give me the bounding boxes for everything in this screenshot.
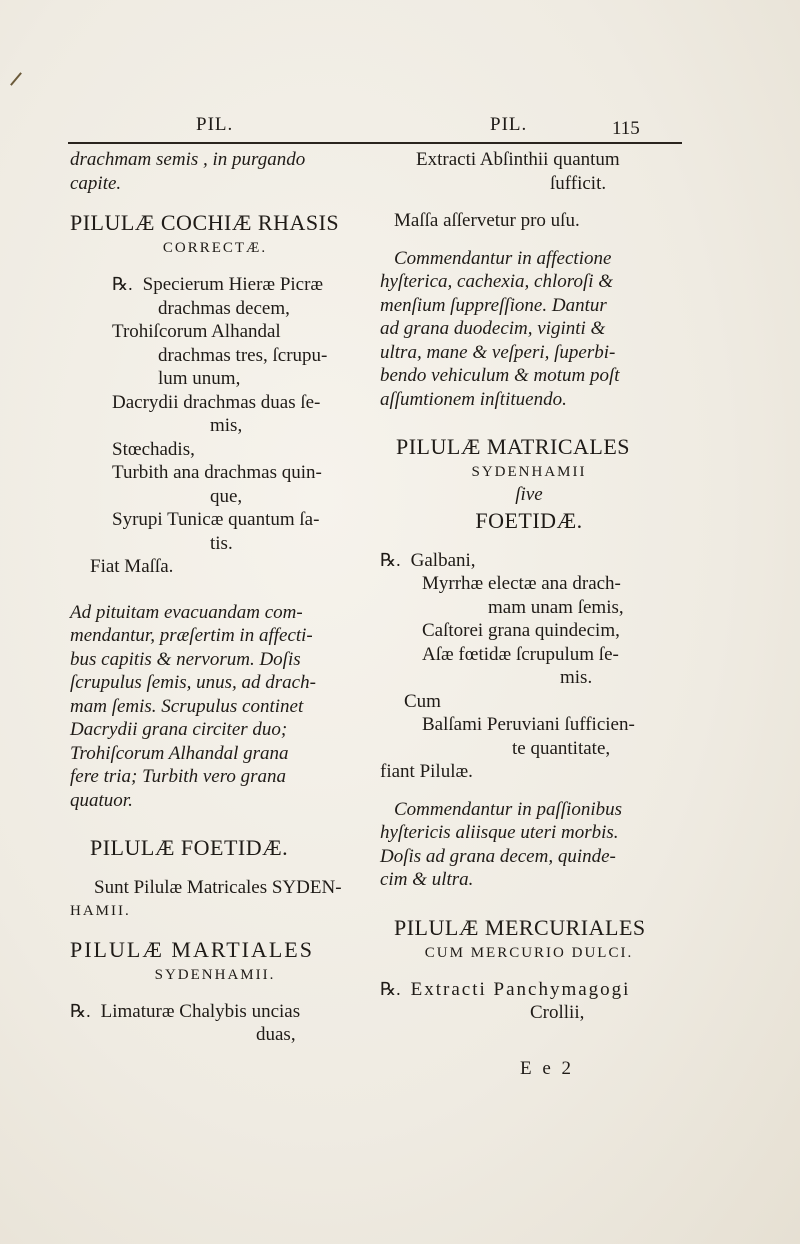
- text-line: Dacrydii grana circiter duo;: [70, 719, 288, 740]
- section-heading: PILULÆ FOETIDÆ.: [90, 835, 289, 860]
- page-number: 115: [612, 118, 640, 139]
- text-line: Extracti Panchymagogi: [410, 978, 631, 1000]
- text-line: quatuor.: [70, 789, 133, 811]
- text-line: Aſæ fœtidæ ſcrupulum ſe-: [422, 643, 619, 665]
- text-line: te quantitate,: [512, 737, 611, 759]
- text-line: Myrrhæ electæ ana drach-: [422, 573, 621, 594]
- right-column: [380, 148, 678, 1025]
- section-heading: PILULÆ MARTIALES: [70, 936, 314, 962]
- text-line: Crollii,: [530, 1002, 585, 1023]
- text-line: Extracti Abſinthii quantum: [416, 149, 620, 170]
- section-subheading: SYDENHAMII.: [154, 966, 276, 983]
- text-line: Dacrydii drachmas duas ſe-: [112, 391, 321, 413]
- text-line: menſium ſuppreſſione. Dantur: [380, 294, 607, 316]
- section-subheading: CUM MERCURIO DULCI.: [424, 944, 634, 961]
- text-line: ultra, mane & veſperi, ſuperbi-: [380, 341, 616, 363]
- text-line: Commendantur in paſſionibus: [394, 798, 623, 820]
- recipe-line: [70, 1000, 360, 1024]
- text-line: ad grana duodecim, viginti &: [380, 318, 606, 339]
- text-line: ſufficit.: [550, 172, 607, 194]
- section-heading: PILULÆ COCHIÆ RHASIS: [70, 210, 340, 235]
- text-line: mis,: [210, 415, 243, 436]
- text-line: mam unam ſemis,: [488, 596, 624, 618]
- text-line: mis.: [560, 667, 593, 688]
- text-line: tis.: [210, 532, 233, 554]
- text-line: Fiat Maſſa.: [90, 556, 174, 577]
- text-line: mam ſemis. Scrupulus continet: [70, 695, 304, 717]
- section-heading: FOETIDÆ.: [475, 507, 583, 533]
- running-head-right: PIL.: [490, 114, 528, 135]
- text-line: capite.: [70, 172, 122, 194]
- recipe-symbol: ℞.: [112, 274, 133, 294]
- text-line: Syrupi Tunicæ quantum ſa-: [112, 509, 320, 530]
- text-line: Limaturæ Chalybis uncias: [100, 1000, 301, 1022]
- text-line: duas,: [256, 1024, 296, 1045]
- header-rule: [68, 142, 682, 144]
- text-line: Cum: [404, 690, 441, 712]
- text-line: hyſtericis aliisque uteri morbis.: [380, 822, 619, 843]
- recipe-line: [380, 549, 678, 573]
- text-line: Trohiſcorum Alhandal grana: [70, 742, 289, 764]
- recipe-symbol: ℞.: [380, 549, 401, 570]
- section-heading: PILULÆ MATRICALES: [396, 434, 631, 459]
- text-line: drachmas tres, ſcrupu-: [158, 344, 328, 366]
- recipe-symbol: ℞.: [70, 1000, 91, 1021]
- signature-mark: E e 2: [520, 1058, 575, 1079]
- text-line: cim & ultra.: [380, 869, 474, 890]
- text-line: Sunt Pilulæ Matricales SYDEN-: [94, 877, 342, 898]
- text-line: Stœchadis,: [112, 438, 195, 460]
- text-line: hyſterica, cachexia, chloroſi &: [380, 271, 614, 292]
- text-line: Commendantur in affectione: [394, 247, 612, 269]
- section-heading: PILULÆ MERCURIALES: [394, 914, 646, 940]
- text-line: HAMII.: [70, 902, 131, 919]
- text-line: fere tria; Turbith vero grana: [70, 766, 287, 787]
- text-line: que,: [210, 485, 243, 507]
- section-subheading: CORRECTÆ.: [162, 240, 268, 256]
- text-line: aſſumtionem inſtituendo.: [380, 388, 567, 410]
- section-subheading: SYDENHAMII: [471, 464, 587, 480]
- text-line: Trohiſcorum Alhandal: [112, 321, 281, 342]
- text-line: fiant Pilulæ.: [380, 761, 473, 782]
- recipe-line: [380, 978, 678, 1002]
- text-line: Specierum Hieræ Picræ: [142, 274, 324, 295]
- text-line: Doſis ad grana decem, quinde-: [380, 845, 616, 867]
- text-line: Maſſa aſſervetur pro uſu.: [394, 210, 580, 231]
- margin-mark: [10, 72, 22, 86]
- text-line: mendantur, præſertim in affecti-: [70, 625, 313, 646]
- text-line: Galbani,: [410, 549, 476, 571]
- running-head-left: PIL.: [196, 114, 234, 135]
- text-line: drachmam semis , in purgando: [70, 149, 306, 170]
- text-line: bendo vehiculum & motum poſt: [380, 365, 620, 386]
- text-line: Ad pituitam evacuandam com-: [70, 601, 303, 623]
- left-column: [70, 148, 360, 1047]
- text-line: drachmas decem,: [158, 297, 290, 319]
- recipe-line: [70, 273, 360, 297]
- text-line: Caſtorei grana quindecim,: [422, 620, 620, 641]
- text-line: bus capitis & nervorum. Doſis: [70, 648, 301, 670]
- recipe-symbol: ℞.: [380, 978, 401, 999]
- text-line: Turbith ana drachmas quin-: [112, 462, 322, 483]
- text-line: ſcrupulus ſemis, unus, ad drach-: [70, 672, 316, 693]
- text-line: Balſami Peruviani ſufficien-: [422, 714, 635, 735]
- section-subheading: ſive: [515, 484, 543, 505]
- text-line: lum unum,: [158, 368, 241, 389]
